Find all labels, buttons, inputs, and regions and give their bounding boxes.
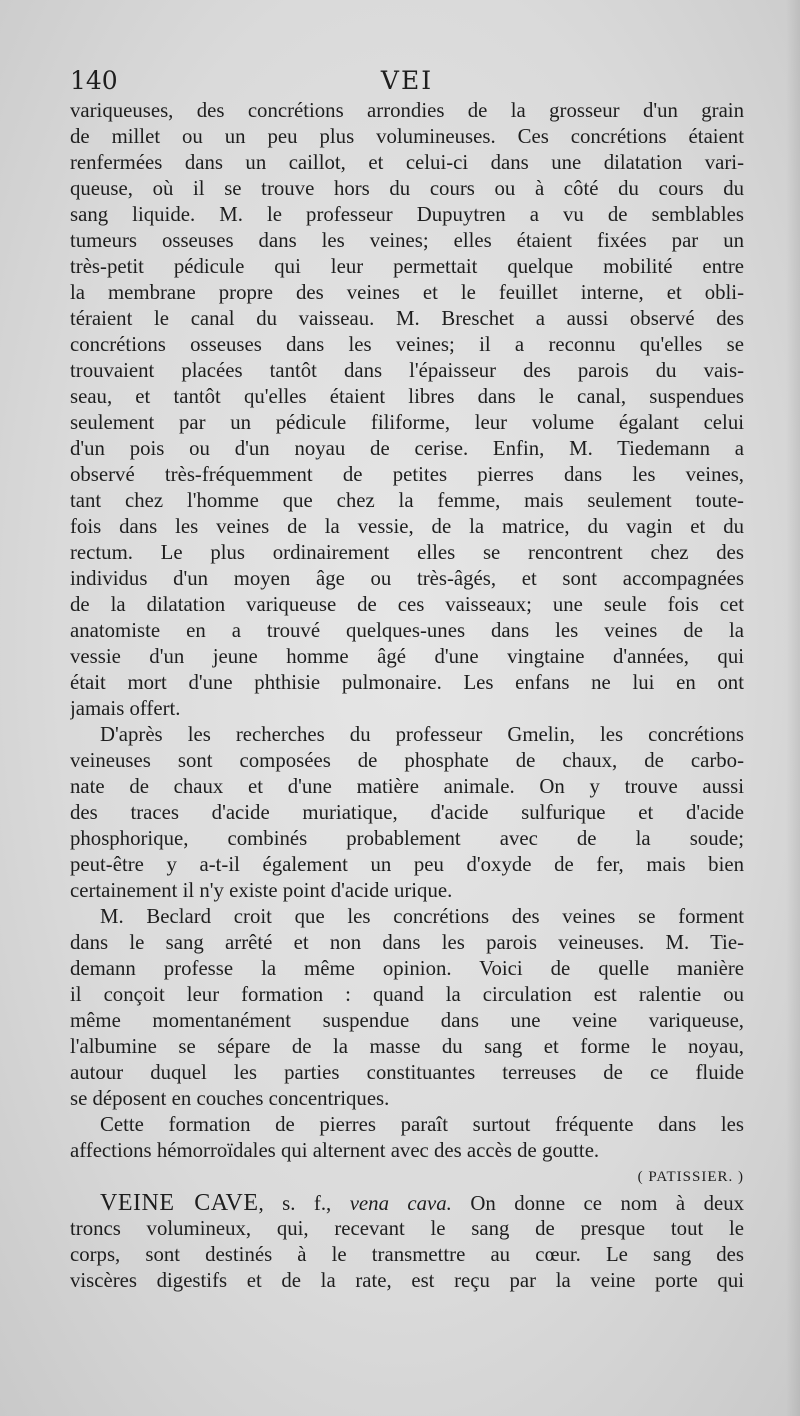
text-line: seau, et tantôt qu'elles étaient libres dans le canal, suspendues: [70, 385, 744, 408]
text-line: se déposent en couches concentriques.: [70, 1087, 390, 1110]
text-line: variqueuses, des concrétions arrondies de la grosseur d'un grain: [70, 99, 744, 122]
text-line: était mort d'une phthisie pulmonaire. Les enfans ne lui en ont: [70, 671, 744, 694]
text-line: concrétions osseuses dans les veines; il a reconnu qu'elles se: [70, 333, 744, 356]
text-line: individus d'un moyen âge ou très-âgés, et sont accompagnées: [70, 567, 744, 590]
text-line: renfermées dans un caillot, et celui-ci dans une dilatation vari-: [70, 151, 744, 174]
text-line: fois dans les veines de la vessie, de la matrice, du vagin et du: [70, 515, 744, 538]
text-line: peut-être y a-t-il également un peu d'oxyde de fer, mais bien: [70, 853, 744, 876]
text-line: autour duquel les parties constituantes terreuses de ce fluide: [70, 1061, 744, 1084]
text-line: corps, sont destinés à le transmettre au cœur. Le sang des: [70, 1243, 744, 1266]
text-line: seulement par un pédicule filiforme, leur volume égalant celui: [70, 411, 744, 434]
paragraph-4: [70, 1112, 744, 1164]
text-line: M. Beclard croit que les concrétions des veines se forment: [100, 905, 744, 928]
page-number: 140: [70, 66, 118, 95]
text-line: très-petit pédicule qui leur permettait quelque mobilité entre: [70, 255, 744, 278]
entry-part-of-speech: , s. f.,: [258, 1192, 350, 1215]
text-line: rectum. Le plus ordinairement elles se rencontrent chez des: [70, 541, 744, 564]
text-line: affections hémorroïdales qui alternent avec des accès de goutte.: [70, 1139, 600, 1162]
entry-first-line: [70, 1190, 744, 1216]
author-signature: ( PATISSIER. ): [637, 1169, 744, 1185]
text-line: même momentanément suspendue dans une veine variqueuse,: [70, 1009, 744, 1032]
text-line: des traces d'acide muriatique, d'acide sulfurique et d'acide: [70, 801, 744, 824]
text-line: observé très-fréquemment de petites pierres dans les veines,: [70, 463, 744, 486]
text-line: veineuses sont composées de phosphate de chaux, de carbo-: [70, 749, 744, 772]
text-line: téraient le canal du vaisseau. M. Breschet a aussi observé des: [70, 307, 744, 330]
page-header: [70, 66, 744, 96]
text-line: tumeurs osseuses dans les veines; elles étaient fixées par un: [70, 229, 744, 252]
running-head: VEI: [380, 66, 434, 95]
text-line: certainement il n'y existe point d'acide urique.: [70, 879, 453, 902]
entry-latin-name: vena cava.: [349, 1192, 452, 1215]
paragraph-3: [70, 904, 744, 1112]
text-line: queuse, où il se trouve hors du cours ou à côté du cours du: [70, 177, 744, 200]
text-line: d'un pois ou d'un noyau de cerise. Enfin, M. Tiedemann a: [70, 437, 744, 460]
text-line: phosphorique, combinés probablement avec de la soude;: [70, 827, 744, 850]
entry-headword: VEINE CAVE: [100, 1190, 259, 1216]
text-line: il conçoit leur formation : quand la circulation est ralentie ou: [70, 983, 744, 1006]
entry-body: [70, 1216, 744, 1294]
body-text: [70, 98, 744, 1294]
text-line: la membrane propre des veines et le feuillet interne, et obli-: [70, 281, 744, 304]
text-line: Cette formation de pierres paraît surtout fréquente dans les: [100, 1113, 744, 1136]
text-line: demann professe la même opinion. Voici de quelle manière: [70, 957, 744, 980]
text-line: viscères digestifs et de la rate, est reçu par la veine porte qui: [70, 1269, 744, 1292]
text-line: de la dilatation variqueuse de ces vaisseaux; une seule fois cet: [70, 593, 744, 616]
dictionary-entry: [70, 1190, 744, 1294]
text-line: D'après les recherches du professeur Gmelin, les concrétions: [100, 723, 744, 746]
text-line: anatomiste en a trouvé quelques-unes dans les veines de la: [70, 619, 744, 642]
text-line: troncs volumineux, qui, recevant le sang de presque tout le: [70, 1217, 744, 1240]
text-line: nate de chaux et d'une matière animale. On y trouve aussi: [70, 775, 744, 798]
text-line: tant chez l'homme que chez la femme, mais seulement toute-: [70, 489, 744, 512]
page-edge-shadow: [786, 0, 800, 1416]
text-line: jamais offert.: [70, 697, 181, 720]
text-line: vessie d'un jeune homme âgé d'une vingtaine d'années, qui: [70, 645, 744, 668]
text-line: l'albumine se sépare de la masse du sang et forme le noyau,: [70, 1035, 744, 1058]
text-line: sang liquide. M. le professeur Dupuytren a vu de semblables: [70, 203, 744, 226]
entry-first-line-rest: On donne ce nom à deux: [451, 1192, 744, 1215]
paragraph-2: [70, 722, 744, 904]
text-line: dans le sang arrêté et non dans les parois veineuses. M. Tie-: [70, 931, 744, 954]
text-line: trouvaient placées tantôt dans l'épaisseur des parois du vais-: [70, 359, 744, 382]
text-line: de millet ou un peu plus volumineuses. Ces concrétions étaient: [70, 125, 744, 148]
paragraph-1: [70, 98, 744, 722]
